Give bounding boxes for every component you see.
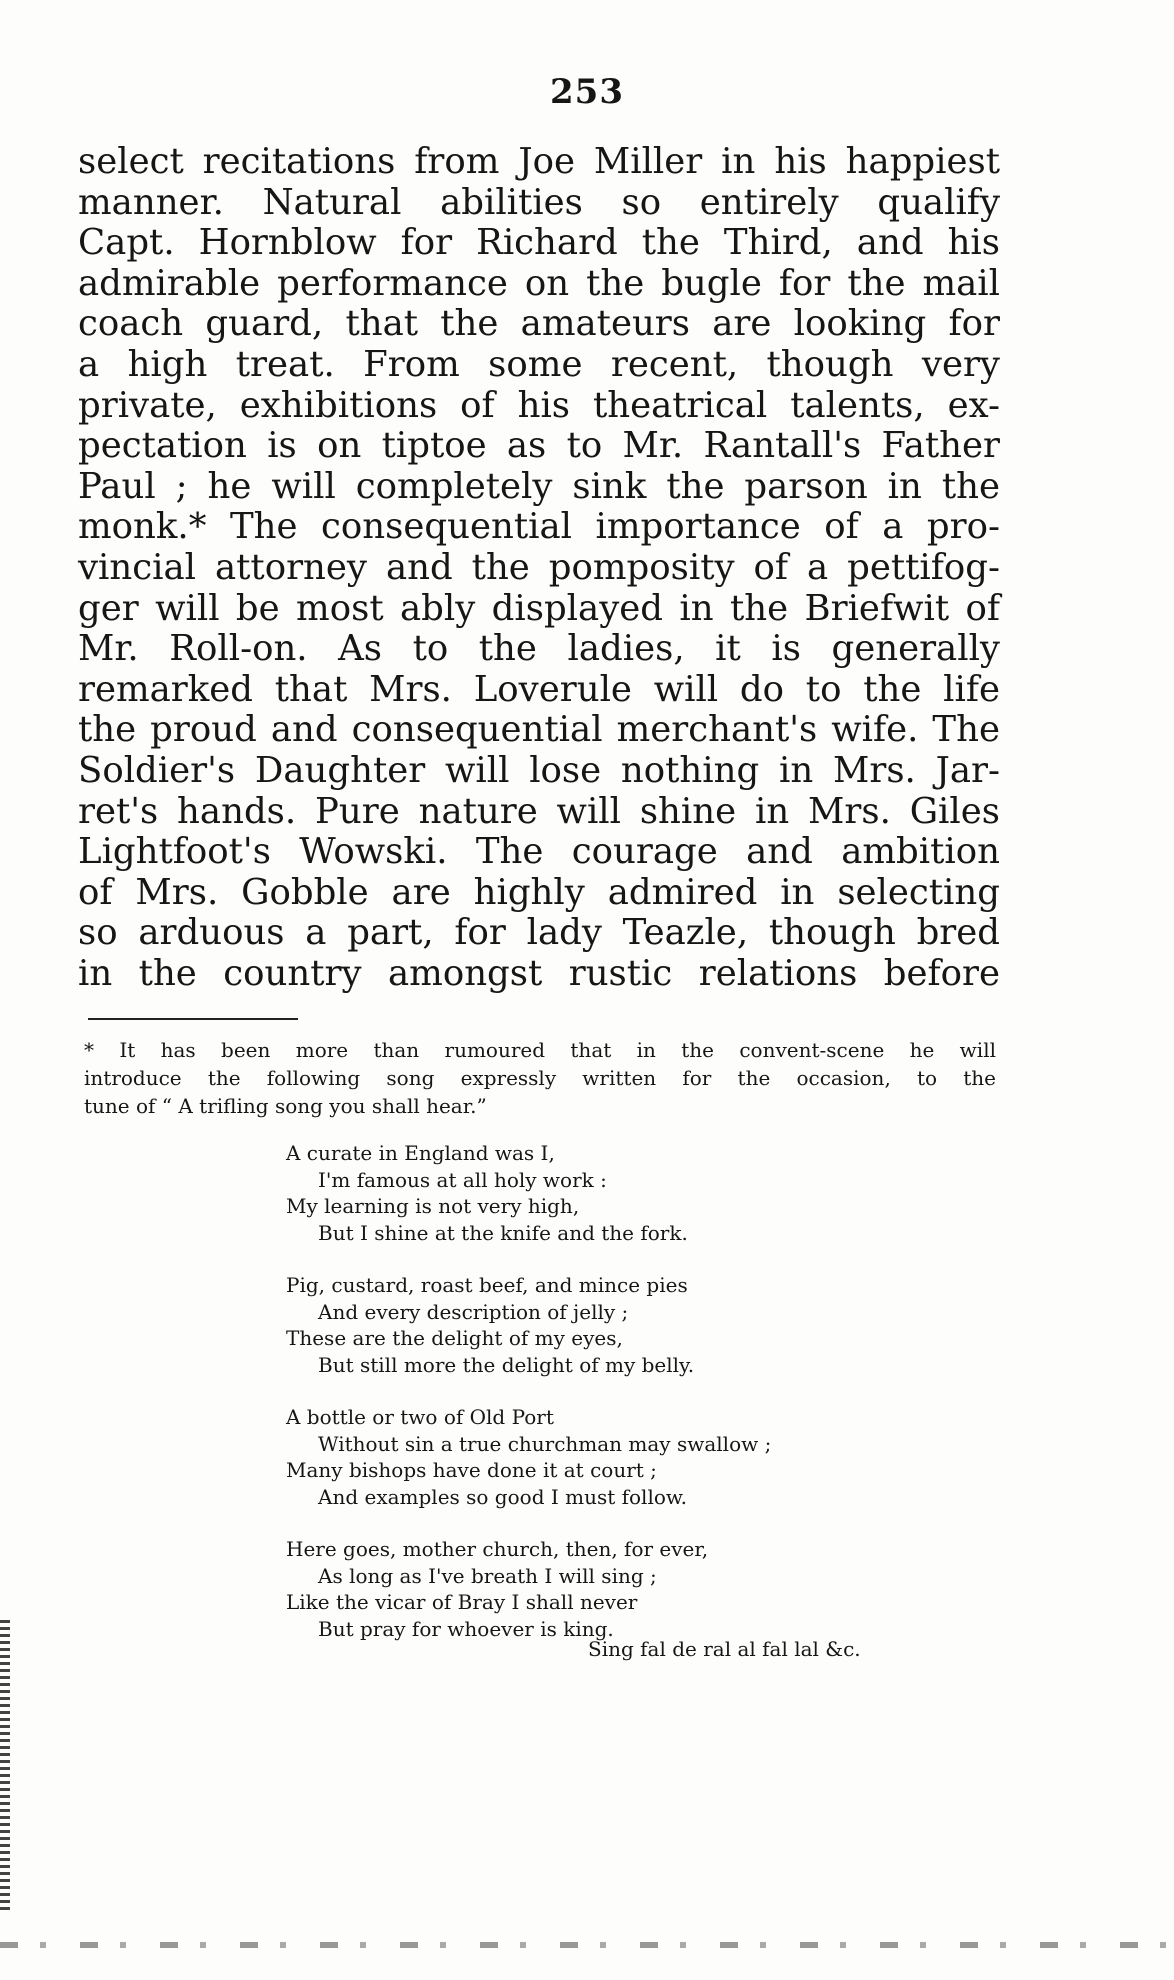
- stanza: [286, 1536, 946, 1642]
- verse-line: Pig, custard, roast beef, and mince pies: [286, 1273, 688, 1297]
- verse-line: I'm famous at all holy work :: [318, 1167, 607, 1192]
- footnote-line: * It has been more than rumoured that in the convent-scene he will: [84, 1038, 996, 1062]
- text-line: manner. Natural abilities so entirely qualify: [78, 181, 1000, 223]
- page-number: 253: [550, 72, 624, 112]
- stanza: [286, 1272, 946, 1378]
- verse-line: Like the vicar of Bray I shall never: [286, 1590, 638, 1614]
- text-line: ret's hands. Pure nature will shine in Mrs. Giles: [78, 790, 1000, 832]
- footnote-line: tune of “ A trifling song you shall hear.”: [84, 1094, 487, 1118]
- text-line: so arduous a part, for lady Teazle, though bred: [78, 912, 1000, 954]
- verse-line: Many bishops have done it at court ;: [286, 1458, 657, 1482]
- footnote-rule: [88, 1018, 298, 1020]
- text-line: admirable performance on the bugle for the mail: [78, 262, 1000, 304]
- verse-line: Here goes, mother church, then, for ever,: [286, 1537, 709, 1561]
- text-line: Paul ; he will completely sink the parson in the: [78, 465, 1000, 507]
- verse-line: But still more the delight of my belly.: [318, 1352, 695, 1377]
- text-line: Capt. Hornblow for Richard the Third, and his: [78, 222, 1000, 264]
- scan-bottom-noise: [0, 1942, 1174, 1948]
- footnote-line: introduce the following song expressly written for the occasion, to the: [84, 1066, 996, 1090]
- song-verses: [286, 1140, 946, 1668]
- text-line: Lightfoot's Wowski. The courage and ambition: [78, 831, 1000, 873]
- scan-edge-mark: [0, 1620, 10, 1910]
- text-line: monk.* The consequential importance of a pro-: [78, 506, 1000, 548]
- stanza: [286, 1404, 946, 1510]
- text-line: ger will be most ably displayed in the Briefwit of: [78, 587, 1000, 629]
- verse-line: My learning is not very high,: [286, 1194, 580, 1218]
- verse-line: And examples so good I must follow.: [318, 1484, 687, 1509]
- text-line: vincial attorney and the pomposity of a pettifog-: [78, 546, 1000, 588]
- verse-line: But I shine at the knife and the fork.: [318, 1220, 688, 1245]
- verse-line: These are the delight of my eyes,: [286, 1326, 623, 1350]
- text-line: select recitations from Joe Miller in his happiest: [78, 141, 1000, 182]
- song-refrain: Sing fal de ral al fal lal &c.: [588, 1637, 861, 1661]
- text-line: Soldier's Daughter will lose nothing in Mrs. Jar-: [78, 749, 1000, 791]
- verse-line: But pray for whoever is king.: [318, 1616, 614, 1641]
- verse-line: Without sin a true churchman may swallow ;: [318, 1431, 772, 1456]
- verse-line: A bottle or two of Old Port: [286, 1405, 554, 1429]
- text-line: coach guard, that the amateurs are looking for: [78, 303, 1000, 345]
- text-line: pectation is on tiptoe as to Mr. Rantall's Father: [78, 425, 1000, 467]
- text-line: a high treat. From some recent, though very: [78, 343, 1000, 385]
- footnote: [84, 1036, 996, 1120]
- text-line: Mr. Roll-on. As to the ladies, it is generally: [78, 628, 1000, 670]
- text-line: the proud and consequential merchant's wife. The: [78, 709, 1000, 751]
- main-text: [78, 142, 1000, 994]
- verse-line: As long as I've breath I will sing ;: [318, 1563, 657, 1588]
- text-line: private, exhibitions of his theatrical talents, ex-: [78, 384, 1000, 426]
- text-line: of Mrs. Gobble are highly admired in selecting: [78, 871, 1000, 913]
- verse-line: A curate in England was I,: [286, 1141, 555, 1165]
- stanza: [286, 1140, 946, 1246]
- text-line: in the country amongst rustic relations before: [78, 952, 1000, 994]
- text-line: remarked that Mrs. Loverule will do to the life: [78, 668, 1000, 710]
- verse-line: And every description of jelly ;: [318, 1299, 629, 1324]
